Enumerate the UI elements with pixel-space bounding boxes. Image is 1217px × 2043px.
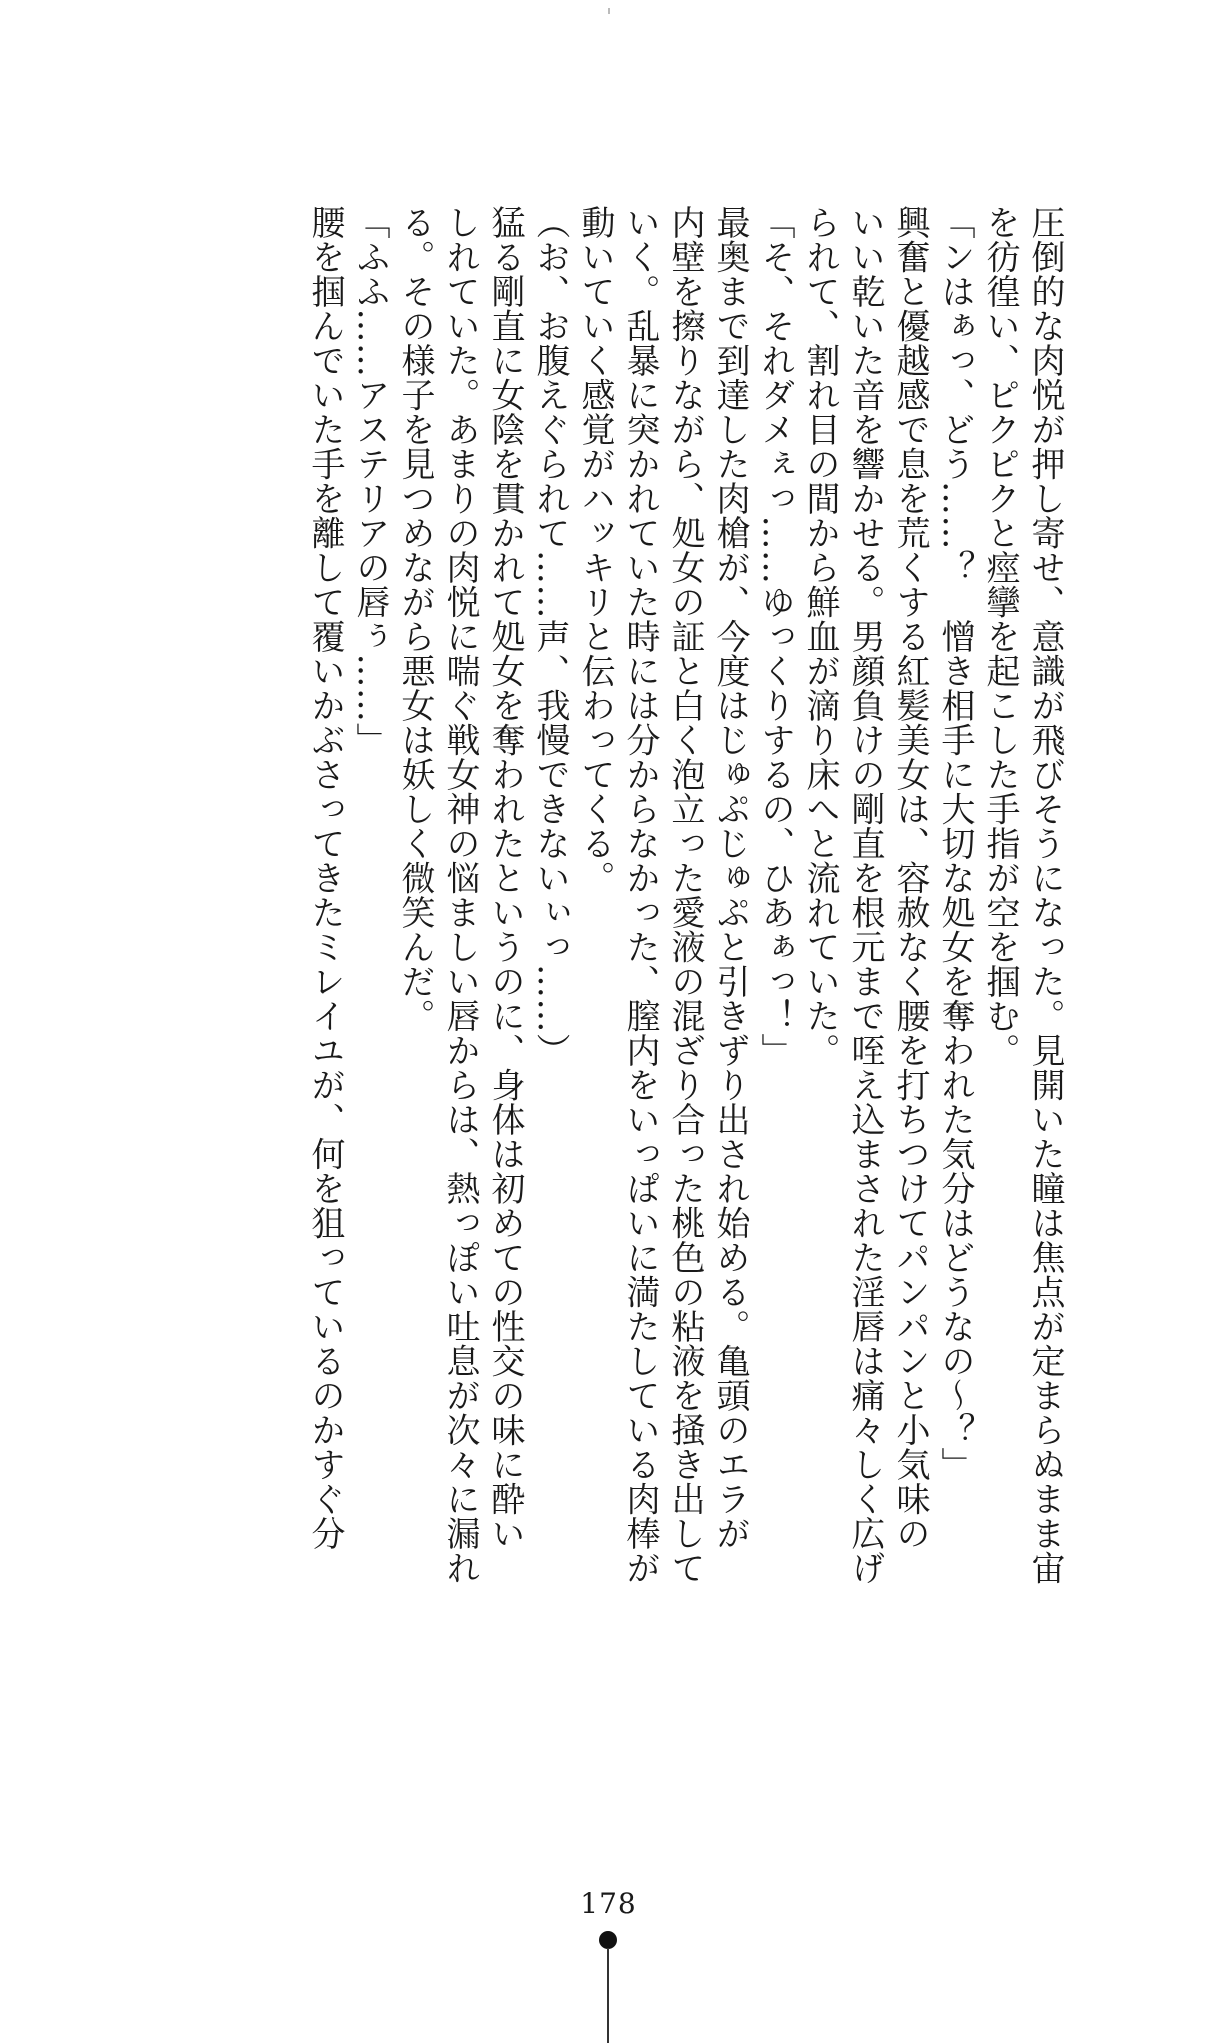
text-line: 動いていく感覚がハッキリと伝わってくる。 — [575, 205, 615, 895]
text-line: （お、お腹えぐられて……声、我慢できないぃっ……） — [530, 205, 570, 1068]
text-line: 「ふふ……アステリアの唇ぅ……」 — [350, 205, 390, 757]
top-trim-mark — [608, 8, 610, 14]
text-line: を彷徨い、ピクピクと痙攣を起こした手指が空を掴む。 — [980, 205, 1020, 1068]
text-line: 「ンはぁっ、どう……？ 憎き相手に大切な処女を奪われた気分はどうなの～？」 — [935, 205, 975, 1482]
text-line: しれていた。あまりの肉悦に喘ぐ戦女神の悩ましい唇からは、熱っぽい吐息が次々に漏れ — [440, 205, 480, 1585]
page-marker-dot-icon — [599, 1931, 617, 1949]
page-marker-line — [607, 1948, 609, 2043]
text-line: いく。乱暴に突かれていた時には分からなかった、膣内をいっぱいに満たしている肉棒が — [620, 205, 660, 1585]
text-line: 内壁を擦りながら、処女の証と白く泡立った愛液の混ざり合った桃色の粘液を掻き出して — [665, 205, 705, 1585]
text-line: 腰を掴んでいた手を離して覆いかぶさってきたミレイユが、何を狙っているのかすぐ分 — [305, 205, 345, 1551]
text-line: る。その様子を見つめながら悪女は妖しく微笑んだ。 — [395, 205, 435, 1033]
text-line: 猛る剛直に女陰を貫かれて処女を奪われたというのに、身体は初めての性交の味に酔い — [485, 205, 525, 1551]
vertical-text-body — [302, 205, 1067, 1675]
page-number: 178 — [580, 1887, 637, 1920]
text-line: られて、割れ目の間から鮮血が滴り床へと流れていた。 — [800, 205, 840, 1068]
text-line: いい乾いた音を響かせる。男顔負けの剛直を根元まで咥え込まされた淫唇は痛々しく広げ — [845, 205, 885, 1585]
text-line: 「そ、それダメぇっ……ゆっくりするの、ひあぁっ！」 — [755, 205, 795, 1068]
text-line: 圧倒的な肉悦が押し寄せ、意識が飛びそうになった。見開いた瞳は焦点が定まらぬまま宙 — [1025, 205, 1065, 1585]
text-line: 興奮と優越感で息を荒くする紅髪美女は、容赦なく腰を打ちつけてパンパンと小気味の — [890, 205, 930, 1551]
text-line: 最奥まで到達した肉槍が、今度はじゅぷじゅぷと引きずり出され始める。亀頭のエラが — [710, 205, 750, 1551]
